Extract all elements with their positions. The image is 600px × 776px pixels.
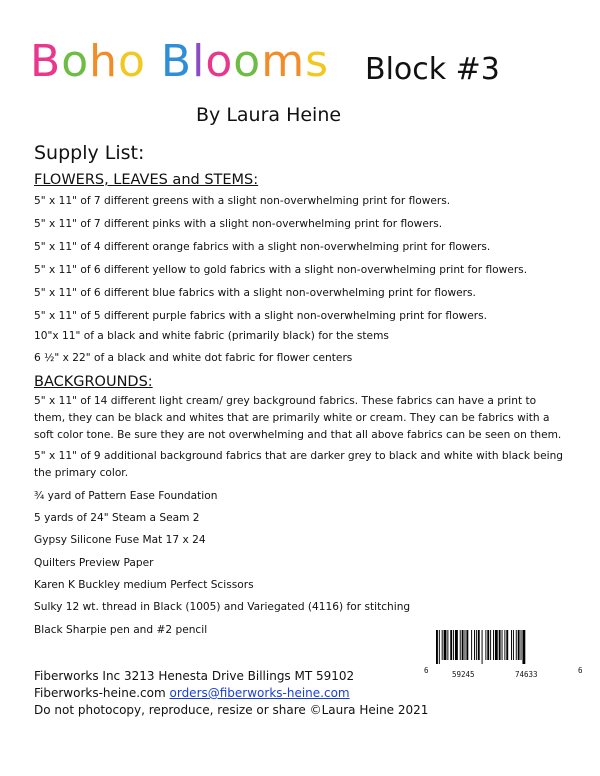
backgrounds-section-heading: BACKGROUNDS: xyxy=(34,374,153,390)
barcode-bar xyxy=(521,630,522,660)
barcode-bar xyxy=(460,630,461,660)
barcode-bar xyxy=(471,630,472,660)
barcode-bar xyxy=(487,630,489,660)
title-letter: B xyxy=(160,36,193,87)
barcode-right-digit: 6 xyxy=(578,666,583,675)
title-letter: o xyxy=(118,36,146,87)
website-link[interactable]: Fiberworks-heine.com xyxy=(34,686,166,700)
barcode-bar xyxy=(516,630,517,660)
barcode xyxy=(434,630,574,674)
barcode-left-digit: 6 xyxy=(424,666,429,675)
barcode-bar xyxy=(490,630,491,660)
title-letter: h xyxy=(89,36,118,87)
flowers-section-heading: FLOWERS, LEAVES and STEMS: xyxy=(34,172,259,188)
barcode-bar xyxy=(502,630,503,660)
list-item: ¾ yard of Pattern Ease Foundation xyxy=(34,490,218,502)
barcode-bar xyxy=(444,630,447,660)
barcode-bar xyxy=(450,630,452,660)
title-letter: o xyxy=(61,36,90,87)
barcode-bar xyxy=(513,630,514,660)
list-item: 5" x 11" of 6 different yellow to gold fabrics with a slight non-overwhelming print for flowers. xyxy=(34,264,528,276)
barcode-bar xyxy=(482,630,483,664)
title-letter: m xyxy=(261,36,306,87)
list-item: 5" x 11" of 4 different orange fabrics with a slight non-overwhelming print for flowers. xyxy=(34,241,491,253)
footer-notice: Do not photocopy, reproduce, resize or share ©Laura Heine 2021 xyxy=(34,703,429,717)
email-link[interactable]: orders@fiberworks-heine.com xyxy=(169,686,350,700)
barcode-bar xyxy=(442,630,443,660)
barcode-bar xyxy=(476,630,477,660)
list-item: Gypsy Silicone Fuse Mat 17 x 24 xyxy=(34,534,206,546)
title-letter: s xyxy=(305,36,329,87)
barcode-bar xyxy=(478,630,480,660)
barcode-bar xyxy=(504,630,505,660)
barcode-bar xyxy=(522,630,525,664)
list-item: Black Sharpie pen and #2 pencil xyxy=(34,624,208,636)
page-title xyxy=(30,36,329,87)
list-item: Quilters Preview Paper xyxy=(34,557,154,569)
list-item: 5" x 11" of 5 different purple fabrics with a slight non-overwhelming print for flowers. xyxy=(34,310,487,322)
title-letter xyxy=(146,36,161,87)
list-item: 5 yards of 24" Steam a Seam 2 xyxy=(34,512,200,524)
barcode-bar xyxy=(439,630,440,664)
barcode-bar xyxy=(474,630,475,660)
list-item: 5" x 11" of 7 different greens with a slight non-overwhelming print for flowers. xyxy=(34,195,451,207)
barcode-bar xyxy=(465,630,466,660)
title-letter: o xyxy=(205,36,234,87)
title-letters xyxy=(30,36,329,87)
barcode-bars xyxy=(434,630,574,664)
barcode-bar xyxy=(506,630,508,660)
barcode-bar xyxy=(511,630,512,660)
author-line: By Laura Heine xyxy=(196,104,342,126)
title-letter: o xyxy=(233,36,262,87)
barcode-bar xyxy=(466,630,468,660)
list-item: 10"x 11" of a black and white fabric (primarily black) for the stems xyxy=(34,330,389,342)
footer-contact xyxy=(34,686,350,700)
list-item: 5" x 11" of 7 different pinks with a slight non-overwhelming print for flowers. xyxy=(34,218,443,230)
barcode-group-2: 74633 xyxy=(515,670,538,679)
list-item: Karen K Buckley medium Perfect Scissors xyxy=(34,579,254,591)
barcode-bar xyxy=(447,630,448,660)
title-letter: B xyxy=(30,36,62,87)
supply-list-heading: Supply List: xyxy=(34,142,145,164)
barcode-bar xyxy=(495,630,498,660)
list-item: 5" x 11" of 6 different blue fabrics with a slight non-overwhelming print for flowers. xyxy=(34,287,476,299)
barcode-bar xyxy=(485,630,486,660)
barcode-bar xyxy=(493,630,494,660)
list-item: 6 ½" x 22" of a black and white dot fabric for flower centers xyxy=(34,352,353,364)
footer-address: Fiberworks Inc 3213 Henesta Drive Billings MT 59102 xyxy=(34,669,355,683)
list-item: 5" x 11" of 9 additional background fabrics that are darker grey to black and white with black being the primary color. xyxy=(34,450,564,479)
barcode-group-1: 59245 xyxy=(452,670,475,679)
list-item: 5" x 11" of 14 different light cream/ grey background fabrics. These fabrics can have a print to them, they can be black and whites that are primarily white or cream. They can be fabrics with a soft color tone. Be sure they are not overwhelming and that all above fabrics can be seen on them. xyxy=(34,395,562,441)
barcode-bar xyxy=(453,630,454,660)
list-item: Sulky 12 wt. thread in Black (1005) and Variegated (4116) for stitching xyxy=(34,601,411,613)
block-number: Block #3 xyxy=(365,52,500,87)
barcode-bar xyxy=(499,630,501,660)
barcode-bar xyxy=(455,630,458,660)
barcode-bar xyxy=(436,630,438,664)
title-letter: l xyxy=(192,36,206,87)
barcode-bar xyxy=(462,630,464,660)
barcode-bar xyxy=(518,630,520,660)
